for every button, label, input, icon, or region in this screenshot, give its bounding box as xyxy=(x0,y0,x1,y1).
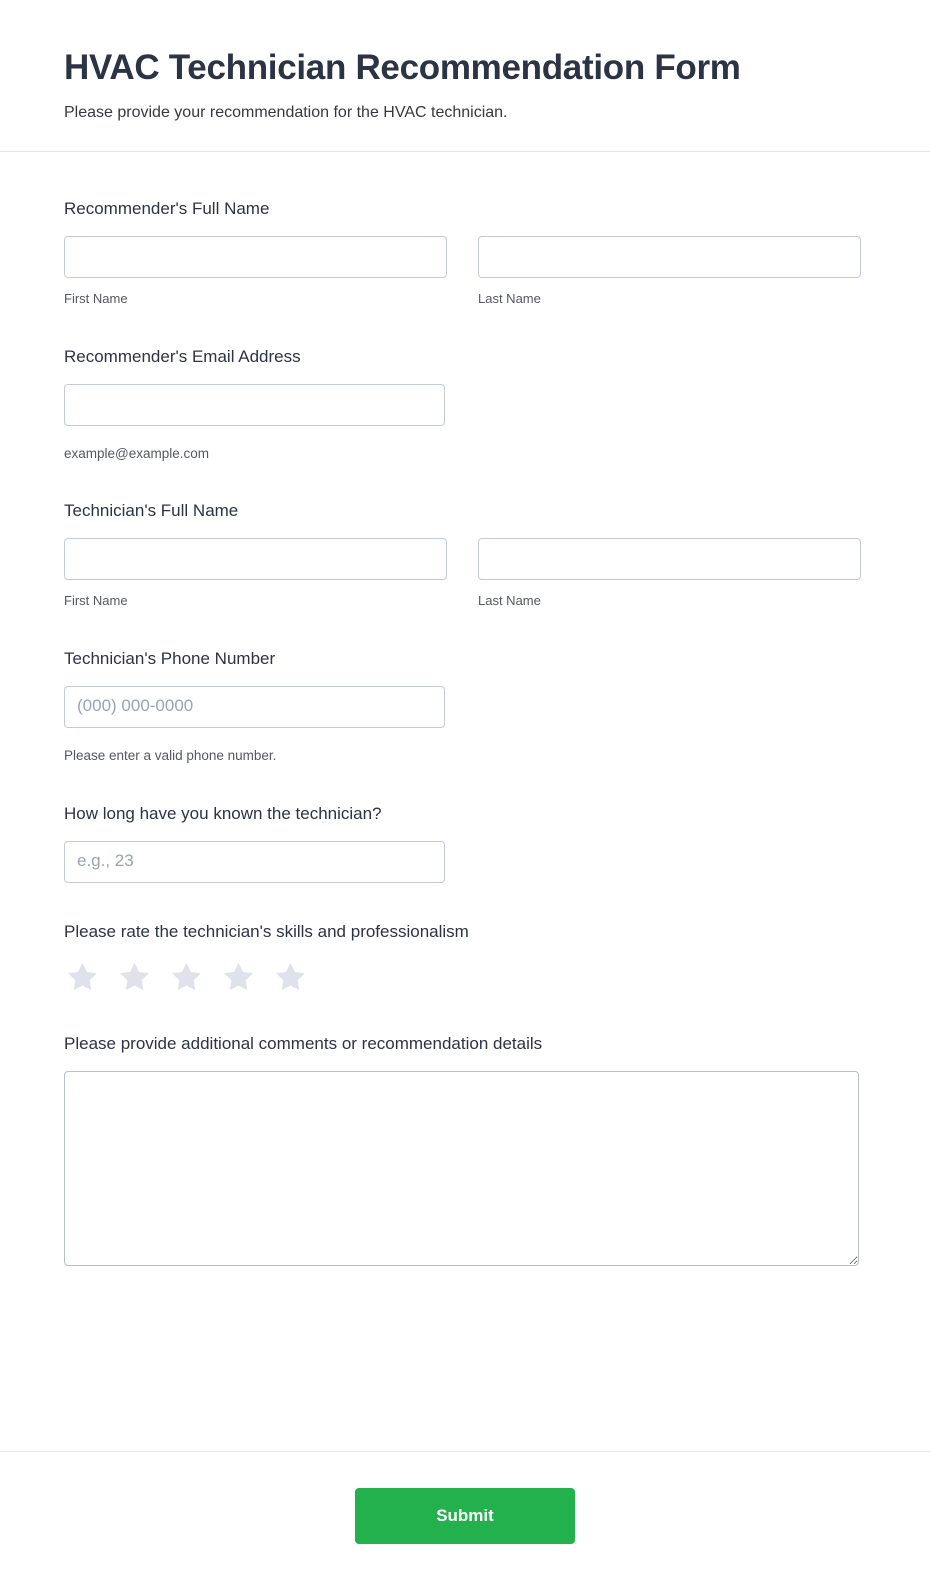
recommender-last-name-group xyxy=(478,236,861,308)
field-comments xyxy=(64,1033,866,1266)
field-label: Please provide additional comments or recommendation details xyxy=(64,1034,543,1054)
field-technician-full-name xyxy=(64,500,866,610)
star-4-icon[interactable] xyxy=(220,959,257,995)
form-header xyxy=(0,0,930,152)
form-subtitle: Please provide your recommendation for the HVAC technician. xyxy=(64,104,508,122)
field-rating xyxy=(64,921,866,995)
star-2-icon[interactable] xyxy=(116,959,153,995)
technician-first-name-input[interactable] xyxy=(64,538,447,580)
recommender-email-group xyxy=(64,384,445,463)
star-rating[interactable] xyxy=(64,959,866,995)
field-recommender-email xyxy=(64,346,866,463)
field-technician-phone xyxy=(64,648,866,765)
input-sub-label: Last Name xyxy=(478,593,541,609)
recommender-email-input[interactable] xyxy=(64,384,445,426)
technician-last-name-input[interactable] xyxy=(478,538,861,580)
form-body xyxy=(0,152,930,1451)
recommender-first-name-input[interactable] xyxy=(64,236,447,278)
field-label: Please rate the technician's skills and professionalism xyxy=(64,921,469,941)
field-label: Technician's Phone Number xyxy=(64,649,276,669)
known-duration-group xyxy=(64,841,445,883)
field-label: How long have you known the technician? xyxy=(64,803,382,823)
field-label: Recommender's Full Name xyxy=(64,198,270,218)
submit-button[interactable]: Submit xyxy=(355,1488,575,1544)
comments-textarea[interactable] xyxy=(64,1071,859,1266)
input-sub-label: First Name xyxy=(64,290,128,306)
field-known-duration xyxy=(64,803,866,883)
technician-phone-input[interactable] xyxy=(64,686,445,728)
input-sub-label: First Name xyxy=(64,593,128,609)
field-recommender-full-name xyxy=(64,198,866,308)
technician-last-name-group xyxy=(478,538,861,610)
field-label: Technician's Full Name xyxy=(64,501,239,521)
input-sub-label: Please enter a valid phone number. xyxy=(64,748,277,764)
technician-first-name-group xyxy=(64,538,447,610)
star-1-icon[interactable] xyxy=(64,959,101,995)
page-title: HVAC Technician Recommendation Form xyxy=(64,48,741,87)
input-sub-label: example@example.com xyxy=(64,445,210,461)
name-row xyxy=(64,538,866,610)
name-row xyxy=(64,236,866,308)
field-label: Recommender's Email Address xyxy=(64,346,301,366)
star-5-icon[interactable] xyxy=(272,959,309,995)
recommender-last-name-input[interactable] xyxy=(478,236,861,278)
recommender-first-name-group xyxy=(64,236,447,308)
known-duration-input[interactable] xyxy=(64,841,445,883)
form-footer xyxy=(0,1451,930,1592)
input-sub-label: Last Name xyxy=(478,290,541,306)
technician-phone-group xyxy=(64,686,445,765)
star-3-icon[interactable] xyxy=(168,959,205,995)
